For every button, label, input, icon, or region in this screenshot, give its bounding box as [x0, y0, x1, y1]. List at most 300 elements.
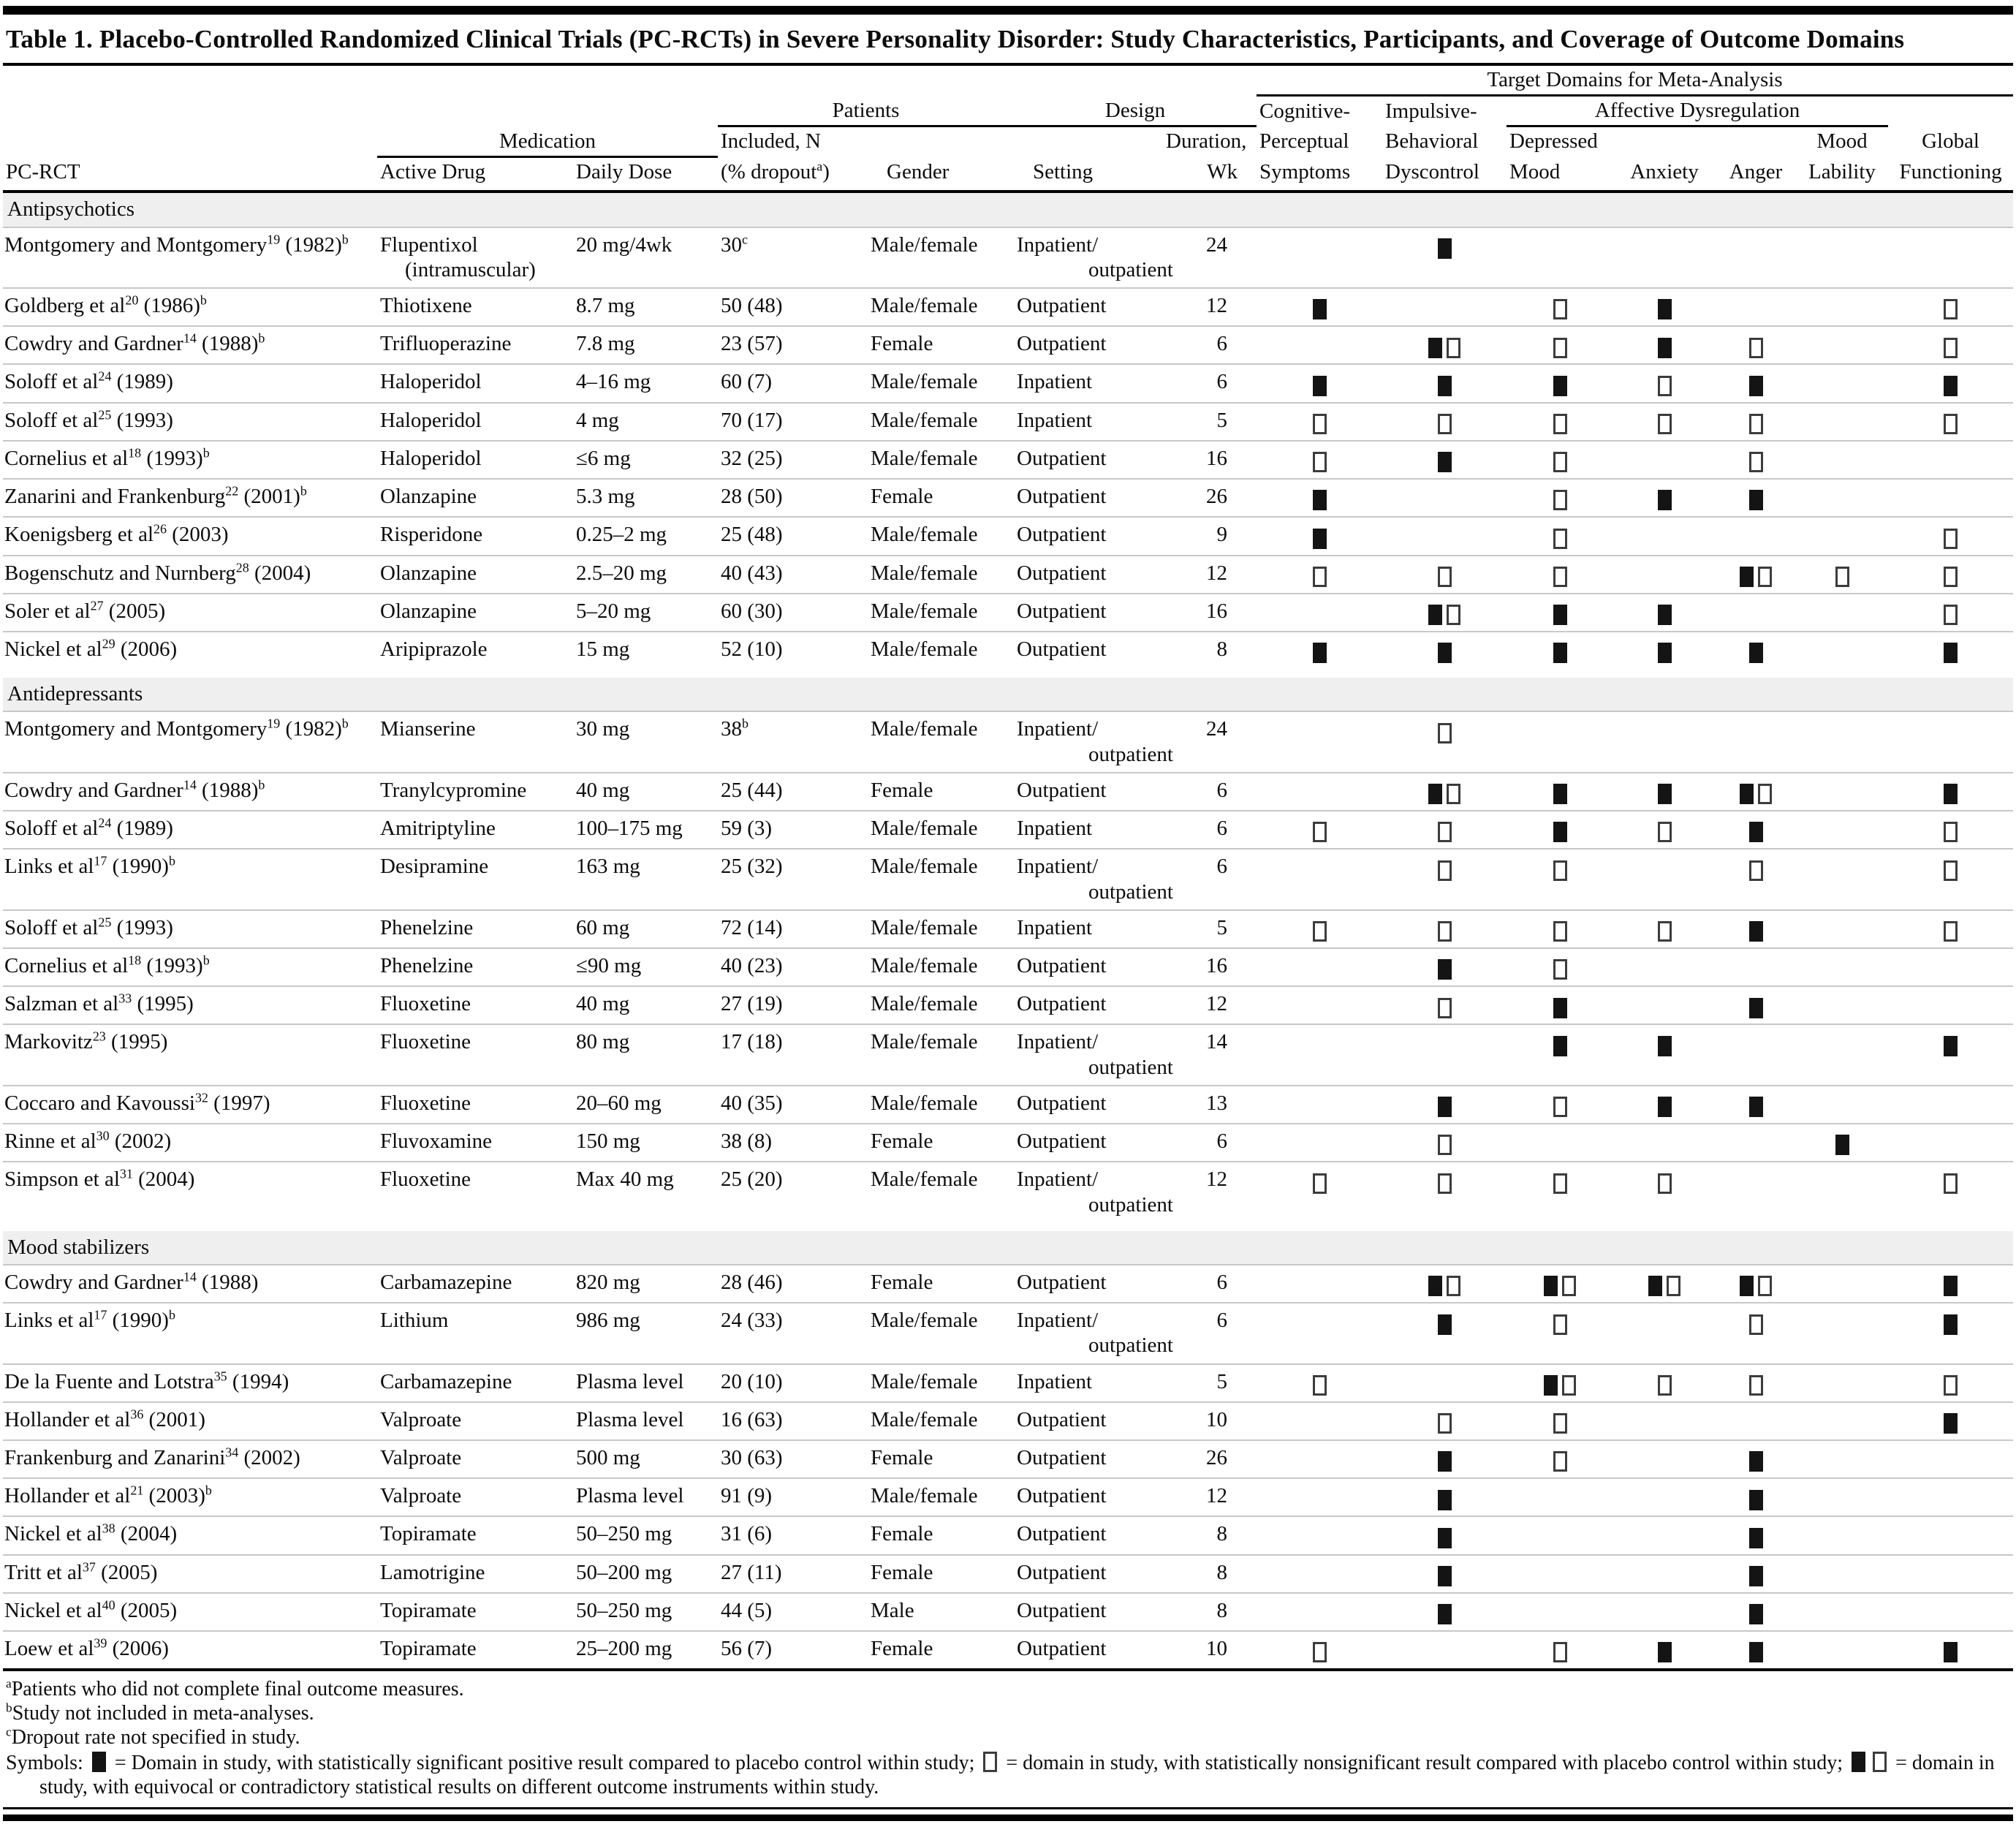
daily-dose-cell: ≤90 mg	[573, 948, 718, 986]
filled-square-icon	[1852, 1752, 1865, 1772]
open-square-icon	[1553, 299, 1567, 319]
domain-cell-dep	[1507, 288, 1613, 326]
filled-square-icon	[1438, 1314, 1452, 1335]
open-square-icon	[1438, 723, 1452, 743]
footnote-a: $^a$Patients who did not complete final outcome measures.	[6, 1677, 464, 1701]
open-square-icon	[1944, 529, 1958, 549]
open-square-icon	[1553, 529, 1567, 549]
group-header-design: Design	[1014, 96, 1257, 126]
open-square-icon	[1447, 1276, 1460, 1296]
section-header-row	[3, 1222, 2013, 1265]
open-square-icon	[1553, 452, 1567, 472]
domain-cell-cog	[1257, 288, 1382, 326]
daily-dose-cell: 2.5–20 mg	[573, 556, 718, 594]
col-header-impulsive-line1: Impulsive-	[1385, 99, 1477, 123]
open-square-icon	[1553, 1173, 1567, 1194]
domain-cell-dep	[1507, 711, 1613, 772]
open-square-icon	[1758, 567, 1772, 587]
open-square-icon	[1553, 1642, 1567, 1662]
domain-cell-anx	[1613, 326, 1716, 364]
duration-cell: 6	[1163, 364, 1257, 402]
open-square-icon	[1313, 1642, 1327, 1662]
domain-cell-imp	[1382, 948, 1507, 986]
filled-square-icon	[1658, 784, 1672, 804]
domain-cell-mood	[1796, 910, 1888, 948]
setting-cell: Outpatient	[1014, 441, 1163, 479]
domain-cell-ang	[1716, 632, 1796, 669]
domain-cell-anx	[1613, 594, 1716, 632]
setting-cell: Inpatient/ outpatient	[1014, 227, 1163, 288]
included-n-cell: 23 (57)	[718, 326, 868, 364]
active-drug-cell: Mianserine	[377, 711, 573, 772]
domain-cell-anx	[1613, 1555, 1716, 1593]
domain-cell-ang	[1716, 1516, 1796, 1554]
domain-cell-glob	[1888, 1593, 2013, 1631]
table-row	[3, 773, 2013, 811]
col-header-included-line2: (% dropout$^a$)	[718, 157, 868, 192]
study-cell: Cowdry and Gardner$^{14}$ $(1988)^b$	[3, 773, 377, 811]
domain-cell-anx	[1613, 849, 1716, 909]
table-row	[3, 556, 2013, 594]
col-header-cognitive-line1: Cognitive-	[1259, 99, 1351, 123]
daily-dose-cell: 4 mg	[573, 403, 718, 441]
table-header	[3, 66, 2013, 192]
domain-cell-imp	[1382, 1440, 1507, 1478]
domain-cell-cog	[1257, 441, 1382, 479]
gender-cell: Male/female	[868, 849, 1014, 909]
gender-cell: Male/female	[868, 632, 1014, 669]
filled-square-icon	[1944, 784, 1958, 804]
domain-cell-cog	[1257, 1402, 1382, 1440]
open-square-icon	[1944, 414, 1958, 434]
study-cell: Markovitz$^{23}$ (1995)	[3, 1024, 377, 1085]
col-header-setting: Setting	[1014, 157, 1163, 192]
gender-cell: Male/female	[868, 517, 1014, 555]
setting-cell: Outpatient	[1014, 479, 1163, 517]
open-square-icon	[1438, 567, 1452, 587]
daily-dose-cell: 40 mg	[573, 986, 718, 1024]
daily-dose-cell: 40 mg	[573, 773, 718, 811]
open-square-icon	[1835, 567, 1849, 587]
filled-square-icon	[1553, 822, 1567, 842]
table-row	[3, 326, 2013, 364]
domain-cell-imp	[1382, 1516, 1507, 1554]
domain-cell-cog	[1257, 1086, 1382, 1124]
included-n-cell: 60 (7)	[718, 364, 868, 402]
duration-cell: 12	[1163, 288, 1257, 326]
domain-cell-cog	[1257, 1162, 1382, 1222]
filled-square-icon	[1740, 567, 1754, 587]
open-square-icon	[1553, 567, 1567, 587]
filled-square-icon	[1944, 1276, 1958, 1296]
domain-cell-mood	[1796, 556, 1888, 594]
daily-dose-cell: 30 mg	[573, 711, 718, 772]
domain-cell-ang	[1716, 403, 1796, 441]
domain-cell-dep	[1507, 1555, 1613, 1593]
table-body	[3, 192, 2013, 1668]
filled-square-icon	[1428, 1276, 1442, 1296]
daily-dose-cell: 7.8 mg	[573, 326, 718, 364]
domain-cell-glob	[1888, 326, 2013, 364]
filled-square-icon	[1438, 959, 1452, 980]
table-row	[3, 632, 2013, 669]
gender-cell: Female	[868, 1440, 1014, 1478]
domain-cell-glob	[1888, 556, 2013, 594]
clinical-trials-table	[3, 66, 2013, 1668]
domain-cell-glob	[1888, 1162, 2013, 1222]
setting-cell: Outpatient	[1014, 1086, 1163, 1124]
study-cell: Hollander et $al^{21}$ $(2003)^b$	[3, 1478, 377, 1516]
setting-cell: Outpatient	[1014, 986, 1163, 1024]
included-n-cell: 32 (25)	[718, 441, 868, 479]
study-cell: Soloff et $al^{25}$ (1993)	[3, 910, 377, 948]
domain-cell-anx	[1613, 1478, 1716, 1516]
domain-cell-imp	[1382, 403, 1507, 441]
duration-cell: 8	[1163, 1555, 1257, 1593]
domain-cell-cog	[1257, 910, 1382, 948]
domain-cell-cog	[1257, 986, 1382, 1024]
domain-cell-imp	[1382, 441, 1507, 479]
domain-cell-glob	[1888, 517, 2013, 555]
active-drug-cell: Valproate	[377, 1440, 573, 1478]
gender-cell: Male/female	[868, 1364, 1014, 1402]
domain-cell-mood	[1796, 517, 1888, 555]
active-drug-cell: Flupentixol (intramuscular)	[377, 227, 573, 288]
domain-cell-ang	[1716, 811, 1796, 849]
duration-cell: 8	[1163, 1516, 1257, 1554]
domain-cell-cog	[1257, 556, 1382, 594]
filled-square-icon	[1944, 643, 1958, 663]
domain-cell-dep	[1507, 403, 1613, 441]
daily-dose-cell: ≤6 mg	[573, 441, 718, 479]
open-square-icon	[1553, 860, 1567, 881]
domain-cell-dep	[1507, 1516, 1613, 1554]
col-header-impulsive-line2: Behavioral	[1385, 129, 1479, 154]
domain-cell-ang	[1716, 556, 1796, 594]
table-row	[3, 1402, 2013, 1440]
domain-cell-anx	[1613, 227, 1716, 288]
domain-cell-ang	[1716, 1593, 1796, 1631]
domain-cell-ang	[1716, 986, 1796, 1024]
domain-cell-glob	[1888, 1631, 2013, 1668]
filled-square-icon	[1313, 529, 1327, 549]
filled-square-icon	[1438, 643, 1452, 663]
open-square-icon	[1658, 376, 1672, 396]
study-cell: Salzman et $al^{33}$ (1995)	[3, 986, 377, 1024]
included-n-cell: 70 (17)	[718, 403, 868, 441]
domain-cell-ang	[1716, 1162, 1796, 1222]
domain-cell-mood	[1796, 479, 1888, 517]
active-drug-cell: Thiotixene	[377, 288, 573, 326]
domain-cell-dep	[1507, 1162, 1613, 1222]
domain-cell-ang	[1716, 1631, 1796, 1668]
domain-cell-cog	[1257, 1593, 1382, 1631]
domain-cell-mood	[1796, 849, 1888, 909]
domain-cell-dep	[1507, 1303, 1613, 1363]
included-n-cell: 25 (44)	[718, 773, 868, 811]
filled-square-icon	[1438, 452, 1452, 472]
table-row	[3, 1303, 2013, 1363]
daily-dose-cell: 50–250 mg	[573, 1516, 718, 1554]
setting-cell: Inpatient/ outpatient	[1014, 1024, 1163, 1085]
setting-cell: Inpatient/ outpatient	[1014, 711, 1163, 772]
gender-cell: Male/female	[868, 364, 1014, 402]
domain-cell-dep	[1507, 948, 1613, 986]
open-square-icon	[1658, 822, 1672, 842]
domain-cell-glob	[1888, 1024, 2013, 1085]
domain-cell-anx	[1613, 811, 1716, 849]
domain-cell-ang	[1716, 1364, 1796, 1402]
active-drug-cell: Carbamazepine	[377, 1364, 573, 1402]
setting-cell: Outpatient	[1014, 1516, 1163, 1554]
table-row	[3, 1024, 2013, 1085]
domain-cell-mood	[1796, 441, 1888, 479]
open-square-icon	[1749, 1375, 1763, 1396]
domain-cell-glob	[1888, 948, 2013, 986]
open-square-icon	[1553, 1097, 1567, 1117]
gender-cell: Female	[868, 1631, 1014, 1668]
domain-cell-mood	[1796, 1024, 1888, 1085]
domain-cell-dep	[1507, 1024, 1613, 1085]
open-square-icon	[1944, 921, 1958, 942]
table-row	[3, 948, 2013, 986]
domain-cell-dep	[1507, 227, 1613, 288]
domain-cell-glob	[1888, 441, 2013, 479]
col-header-duration-line2: Wk	[1163, 157, 1257, 192]
study-cell: Cowdry and Gardner$^{14}$ (1988)	[3, 1265, 377, 1303]
filled-square-icon	[1438, 1490, 1452, 1510]
active-drug-cell: Fluoxetine	[377, 1086, 573, 1124]
filled-square-icon	[1438, 238, 1452, 259]
domain-cell-ang	[1716, 1402, 1796, 1440]
gender-cell: Male/female	[868, 1162, 1014, 1222]
active-drug-cell: Trifluoperazine	[377, 326, 573, 364]
gender-cell: Male/female	[868, 1086, 1014, 1124]
study-cell: Montgomery and Montgomery$^{19}$ $(1982)^b$	[3, 711, 377, 772]
table-row	[3, 1555, 2013, 1593]
domain-cell-imp	[1382, 986, 1507, 1024]
col-header-mood-line2: Lability	[1796, 157, 1888, 192]
domain-cell-anx	[1613, 773, 1716, 811]
domain-cell-anx	[1613, 556, 1716, 594]
active-drug-cell: Desipramine	[377, 849, 573, 909]
included-n-cell: 30$^c$	[718, 227, 868, 288]
gender-cell: Female	[868, 1516, 1014, 1554]
open-square-icon	[1944, 1173, 1958, 1194]
filled-square-icon	[1740, 1276, 1754, 1296]
col-header-included-line1: Included, N	[721, 129, 821, 154]
domain-cell-glob	[1888, 1303, 2013, 1363]
domain-cell-dep	[1507, 849, 1613, 909]
domain-cell-imp	[1382, 910, 1507, 948]
active-drug-cell: Olanzapine	[377, 594, 573, 632]
setting-cell: Outpatient	[1014, 773, 1163, 811]
domain-cell-glob	[1888, 811, 2013, 849]
domain-cell-anx	[1613, 1265, 1716, 1303]
col-header-depressed-line2: Mood	[1507, 157, 1613, 192]
active-drug-cell: Topiramate	[377, 1593, 573, 1631]
setting-cell: Inpatient/ outpatient	[1014, 1303, 1163, 1363]
domain-cell-glob	[1888, 1440, 2013, 1478]
col-header-daily-dose: Daily Dose	[573, 157, 718, 192]
table-row	[3, 288, 2013, 326]
open-square-icon	[1438, 822, 1452, 842]
setting-cell: Outpatient	[1014, 594, 1163, 632]
domain-cell-cog	[1257, 1303, 1382, 1363]
filled-square-icon	[1648, 1276, 1662, 1296]
domain-cell-imp	[1382, 594, 1507, 632]
domain-cell-dep	[1507, 1440, 1613, 1478]
domain-cell-anx	[1613, 711, 1716, 772]
domain-cell-cog	[1257, 1024, 1382, 1085]
domain-cell-imp	[1382, 326, 1507, 364]
open-square-icon	[1438, 1413, 1452, 1434]
filled-square-icon	[1313, 299, 1327, 319]
footnote-c: $^c$Dropout rate not specified in study.	[6, 1725, 300, 1749]
study-cell: Nickel et $al^{40}$ (2005)	[3, 1593, 377, 1631]
setting-cell: Outpatient	[1014, 326, 1163, 364]
domain-cell-ang	[1716, 479, 1796, 517]
table-row	[3, 1086, 2013, 1124]
table-row	[3, 1265, 2013, 1303]
active-drug-cell: Fluoxetine	[377, 1024, 573, 1085]
domain-cell-dep	[1507, 1364, 1613, 1402]
domain-cell-glob	[1888, 403, 2013, 441]
filled-square-icon	[1749, 1451, 1763, 1472]
domain-cell-imp	[1382, 288, 1507, 326]
domain-cell-ang	[1716, 948, 1796, 986]
study-cell: Koenigsberg et $al^{26}$ (2003)	[3, 517, 377, 555]
domain-cell-glob	[1888, 1478, 2013, 1516]
domain-cell-cog	[1257, 1516, 1382, 1554]
table-row	[3, 594, 2013, 632]
open-square-icon	[1438, 414, 1452, 434]
included-n-cell: 28 (50)	[718, 479, 868, 517]
study-cell: Tritt et $al^{37}$ (2005)	[3, 1555, 377, 1593]
table-row	[3, 1631, 2013, 1668]
duration-cell: 16	[1163, 441, 1257, 479]
included-n-cell: 17 (18)	[718, 1024, 868, 1085]
study-cell: Soler et $al^{27}$ (2005)	[3, 594, 377, 632]
filled-square-icon	[1428, 784, 1442, 804]
active-drug-cell: Haloperidol	[377, 441, 573, 479]
included-n-cell: 40 (23)	[718, 948, 868, 986]
included-n-cell: 40 (43)	[718, 556, 868, 594]
group-header-affective: Affective Dysregulation	[1507, 96, 1888, 126]
domain-cell-anx	[1613, 517, 1716, 555]
gender-cell: Male/female	[868, 1402, 1014, 1440]
domain-cell-imp	[1382, 1024, 1507, 1085]
domain-cell-imp	[1382, 364, 1507, 402]
gender-cell: Male/female	[868, 441, 1014, 479]
study-cell: Soloff et $al^{25}$ (1993)	[3, 403, 377, 441]
study-cell: Cowdry and Gardner$^{14}$ $(1988)^b$	[3, 326, 377, 364]
study-cell: Links et $al^{17}$ $(1990)^b$	[3, 849, 377, 909]
filled-square-icon	[1553, 1036, 1567, 1056]
section-header-row	[3, 669, 2013, 711]
daily-dose-cell: 820 mg	[573, 1265, 718, 1303]
domain-cell-imp	[1382, 1555, 1507, 1593]
duration-cell: 26	[1163, 1440, 1257, 1478]
domain-cell-mood	[1796, 1162, 1888, 1222]
gender-cell: Female	[868, 1555, 1014, 1593]
filled-square-icon	[1740, 784, 1754, 804]
section-label: Mood stabilizers	[3, 1231, 2013, 1264]
open-square-icon	[1447, 605, 1460, 625]
domain-cell-cog	[1257, 773, 1382, 811]
open-square-icon	[1553, 921, 1567, 942]
gender-cell: Male/female	[868, 948, 1014, 986]
included-n-cell: 56 (7)	[718, 1631, 868, 1668]
table-row	[3, 403, 2013, 441]
duration-cell: 6	[1163, 1303, 1257, 1363]
domain-cell-mood	[1796, 1478, 1888, 1516]
included-n-cell: 38 (8)	[718, 1124, 868, 1162]
filled-square-icon	[1749, 998, 1763, 1018]
setting-cell: Outpatient	[1014, 517, 1163, 555]
duration-cell: 14	[1163, 1024, 1257, 1085]
daily-dose-cell: 5–20 mg	[573, 594, 718, 632]
open-square-icon	[1658, 921, 1672, 942]
header-spacer	[3, 66, 1257, 96]
included-n-cell: 20 (10)	[718, 1364, 868, 1402]
footnotes	[6, 1677, 2013, 1799]
duration-cell: 5	[1163, 910, 1257, 948]
gender-cell: Male/female	[868, 403, 1014, 441]
table-row	[3, 1593, 2013, 1631]
study-cell: Montgomery and Montgomery$^{19}$ $(1982)^b$	[3, 227, 377, 288]
filled-square-icon	[1553, 643, 1567, 663]
domain-cell-mood	[1796, 773, 1888, 811]
domain-cell-anx	[1613, 1124, 1716, 1162]
filled-square-icon	[1749, 1528, 1763, 1548]
active-drug-cell: Risperidone	[377, 517, 573, 555]
open-square-icon	[1758, 1276, 1772, 1296]
active-drug-cell: Tranylcypromine	[377, 773, 573, 811]
study-cell: Cornelius et $al^{18}$ $(1993)^b$	[3, 441, 377, 479]
domain-cell-imp	[1382, 479, 1507, 517]
col-header-impulsive-line3: Dyscontrol	[1382, 157, 1507, 192]
open-square-icon	[1313, 452, 1327, 472]
setting-cell: Inpatient	[1014, 910, 1163, 948]
domain-cell-cog	[1257, 1124, 1382, 1162]
domain-cell-dep	[1507, 811, 1613, 849]
table-row	[3, 364, 2013, 402]
domain-cell-anx	[1613, 403, 1716, 441]
filled-square-icon	[1553, 605, 1567, 625]
domain-cell-anx	[1613, 1162, 1716, 1222]
included-n-cell: 27 (19)	[718, 986, 868, 1024]
filled-square-icon	[1944, 1642, 1958, 1662]
open-square-icon	[1313, 567, 1327, 587]
filled-square-icon	[1749, 921, 1763, 942]
domain-cell-glob	[1888, 1555, 2013, 1593]
domain-cell-dep	[1507, 632, 1613, 669]
col-header-anxiety: Anxiety	[1613, 157, 1716, 192]
domain-cell-mood	[1796, 1555, 1888, 1593]
active-drug-cell: Aripiprazole	[377, 632, 573, 669]
gender-cell: Female	[868, 1265, 1014, 1303]
domain-cell-dep	[1507, 1402, 1613, 1440]
daily-dose-cell: 150 mg	[573, 1124, 718, 1162]
duration-cell: 6	[1163, 773, 1257, 811]
setting-cell: Outpatient	[1014, 1402, 1163, 1440]
open-square-icon	[1944, 567, 1958, 587]
domain-cell-ang	[1716, 1024, 1796, 1085]
domain-cell-ang	[1716, 1555, 1796, 1593]
domain-cell-dep	[1507, 556, 1613, 594]
domain-cell-mood	[1796, 364, 1888, 402]
